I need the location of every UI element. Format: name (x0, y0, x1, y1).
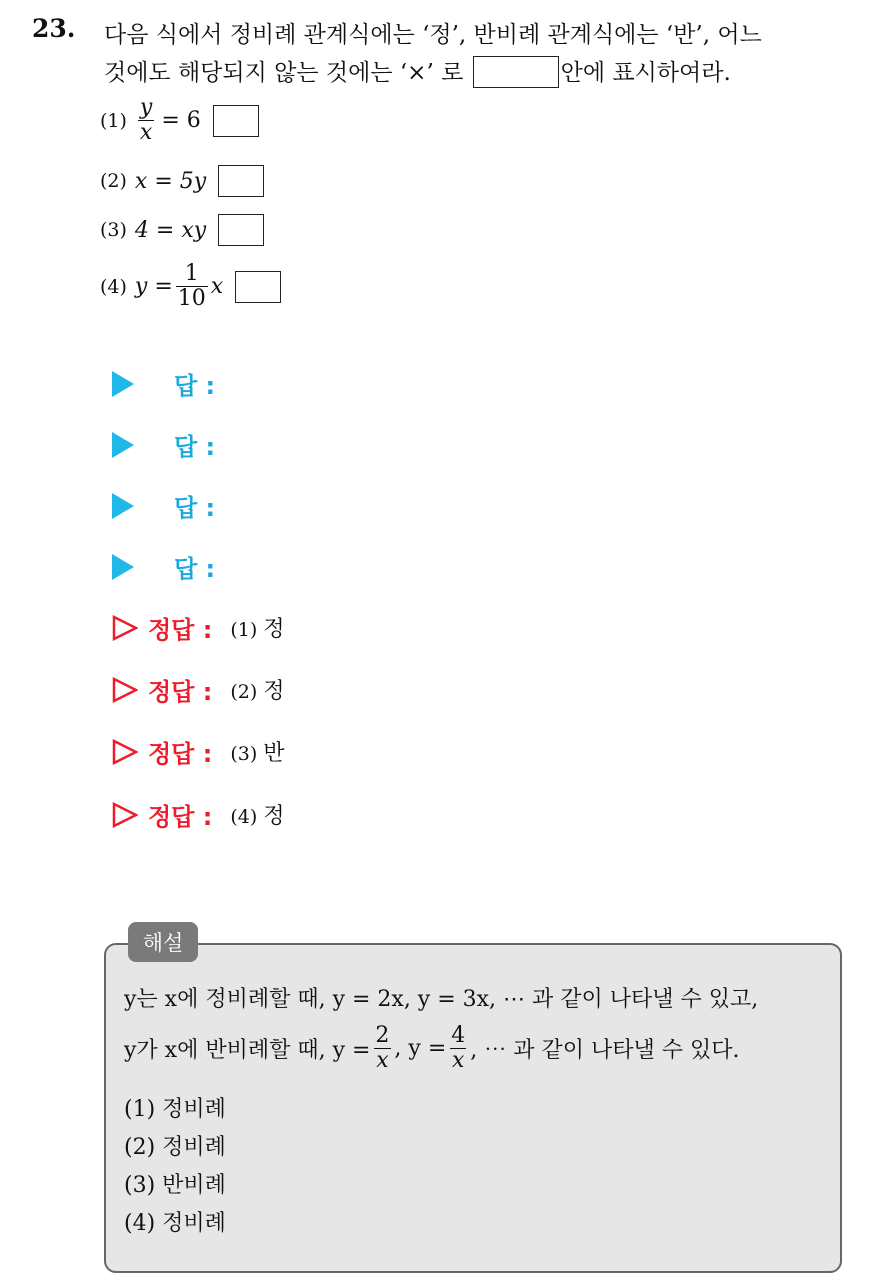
question-text-line2-after: 안에 표시하여라. (560, 60, 731, 86)
answer-label: 답 : (174, 433, 216, 461)
explanation-item: (2) 정비례 (124, 1135, 226, 1160)
item-4 (100, 262, 281, 311)
fraction-denominator: 10 (177, 286, 206, 311)
answer-box[interactable] (213, 105, 259, 137)
question-text-line2-before: 것에도 해당되지 않는 것에는 ‘×’ 로 (104, 60, 464, 86)
item-label: (3) (100, 219, 127, 241)
fraction-denominator: x (139, 120, 153, 145)
answer-label: 답 : (174, 372, 216, 400)
solution-text: (2) 정 (230, 679, 285, 704)
outline-triangle-right-icon (112, 739, 138, 765)
filled-triangle-right-icon (112, 371, 134, 397)
fraction (449, 1024, 467, 1073)
question-number: 23. (32, 14, 76, 43)
explanation-line-1: y는 x에 정비례할 때, y = 2x, y = 3x, ⋯ 과 같이 나타낼 수 있고, (124, 987, 759, 1012)
solution-label: 정답 : (148, 616, 213, 644)
outline-triangle-right-icon (112, 615, 138, 641)
fraction (373, 1024, 391, 1073)
explanation-tag: 해설 (128, 922, 198, 962)
fraction-denominator: x (452, 1048, 465, 1073)
solution-label: 정답 : (148, 678, 213, 706)
answer-box[interactable] (218, 165, 264, 197)
answer-label: 답 : (174, 494, 216, 522)
solution-row-3 (112, 734, 285, 769)
solution-row-4 (112, 797, 285, 832)
inline-answer-box (473, 56, 559, 88)
answer-row-3 (112, 488, 215, 523)
fraction-numerator: 2 (375, 1023, 390, 1048)
answer-row-2 (112, 427, 215, 462)
item-label: (2) (100, 170, 127, 192)
question-text-line2 (104, 54, 731, 88)
filled-triangle-right-icon (112, 493, 134, 519)
outline-triangle-right-icon (112, 677, 138, 703)
explanation-item: (3) 반비례 (124, 1173, 226, 1198)
item-expression-rest: x (210, 274, 224, 299)
solution-row-2 (112, 672, 285, 707)
item-expression: 4 = xy (134, 217, 207, 243)
answer-box[interactable] (235, 271, 281, 303)
fraction-numerator: y (139, 95, 153, 120)
solution-text: (1) 정 (230, 617, 285, 642)
fraction-numerator: 4 (451, 1023, 466, 1048)
outline-triangle-right-icon (112, 802, 138, 828)
solution-text: (4) 정 (230, 804, 285, 829)
item-label: (1) (100, 109, 127, 132)
answer-label: 답 : (174, 555, 216, 583)
filled-triangle-right-icon (112, 432, 134, 458)
answer-box[interactable] (218, 214, 264, 246)
item-expression-lhs: y = (134, 274, 173, 299)
item-3 (100, 214, 264, 246)
fraction (176, 262, 208, 311)
solution-row-1 (112, 610, 285, 645)
answer-row-4 (112, 549, 215, 584)
filled-triangle-right-icon (112, 554, 134, 580)
item-expression: = 6 (161, 108, 201, 133)
answer-row-1 (112, 366, 215, 401)
question-text-line1: 다음 식에서 정비례 관계식에는 ‘정’, 반비례 관계식에는 ‘반’, 어느 (104, 22, 762, 48)
item-expression: x = 5y (134, 168, 207, 194)
item-label: (4) (100, 275, 127, 298)
explanation-line-2 (124, 1024, 739, 1073)
explanation-line-2b: , y = (394, 1036, 447, 1061)
solution-label: 정답 : (148, 803, 213, 831)
solution-label: 정답 : (148, 740, 213, 768)
solution-text: (3) 반 (230, 741, 285, 766)
item-1 (100, 96, 259, 145)
explanation-line-2c: , ⋯ 과 같이 나타낼 수 있다. (470, 1038, 740, 1063)
explanation-item: (4) 정비례 (124, 1211, 226, 1236)
fraction (138, 96, 154, 145)
explanation-line-2a: y가 x에 반비례할 때, y = (124, 1038, 371, 1063)
explanation-item: (1) 정비례 (124, 1097, 226, 1122)
fraction-numerator: 1 (184, 261, 199, 286)
fraction-denominator: x (376, 1048, 389, 1073)
item-2 (100, 165, 264, 197)
